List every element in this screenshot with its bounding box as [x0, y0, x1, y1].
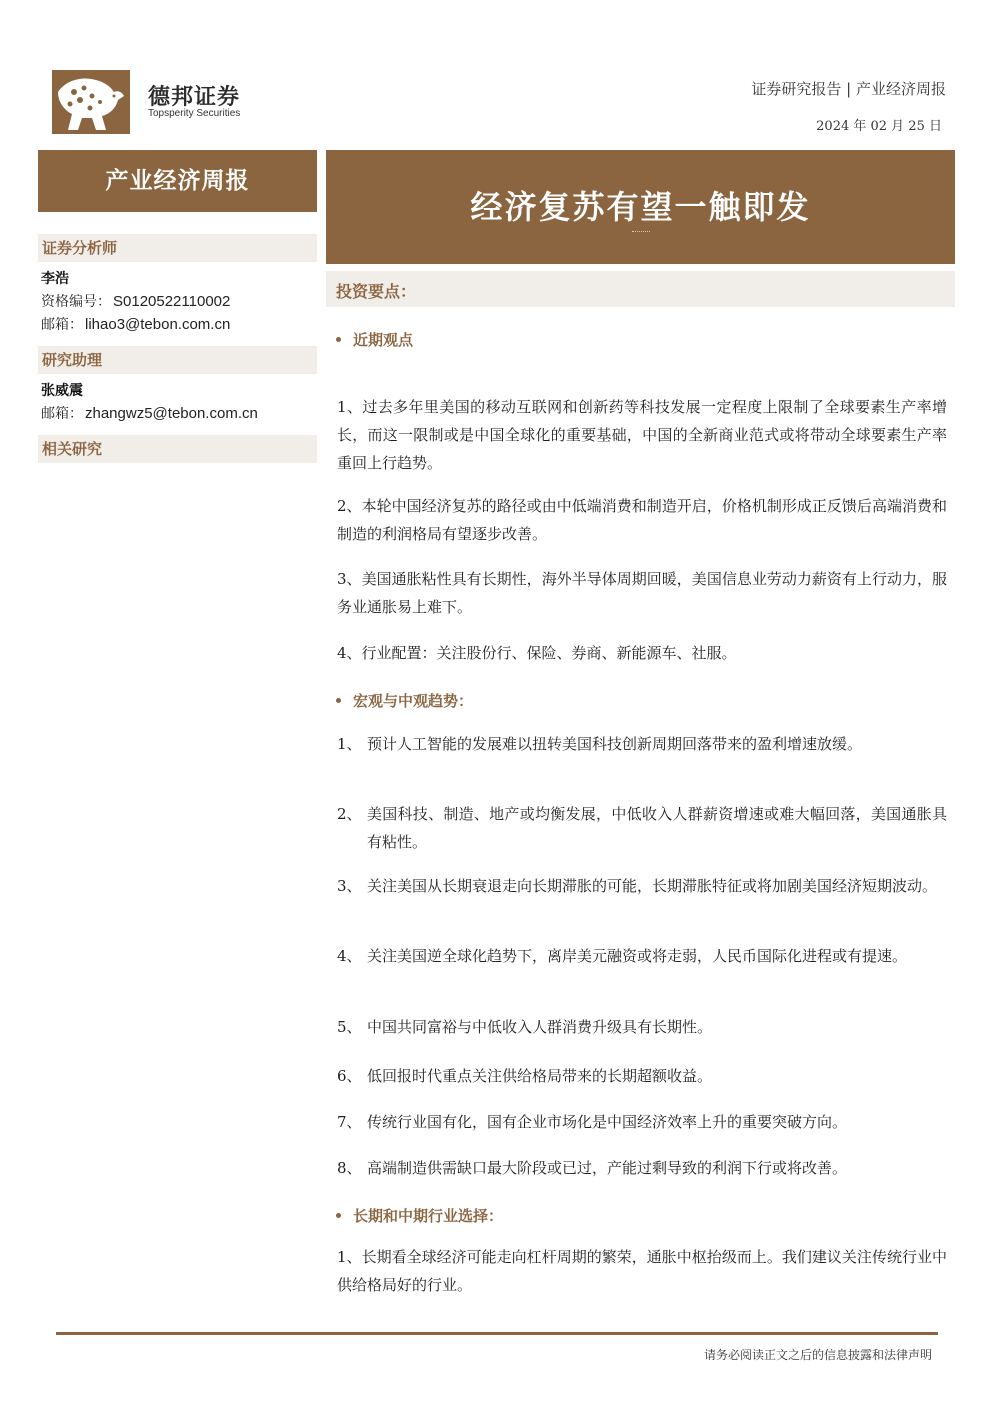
list-item-text: 高端制造供需缺口最大阶段或已过，产能过剩导致的利润下行或将改善。: [367, 1159, 848, 1177]
report-title: [326, 150, 955, 264]
list-item-text: 预计人工智能的发展难以扭转美国科技创新周期回落带来的盈利增速放缓。: [367, 735, 863, 753]
paragraph: 2、本轮中国经济复苏的路径或由中低端消费和制造开启，价格机制形成正反馈后高端消费和制造的利润格局有望逐步改善。: [337, 497, 947, 543]
investment-highlights-header: [326, 271, 955, 307]
list-item-number: 1、: [337, 735, 362, 753]
paragraph: 1、过去多年里美国的移动互联网和创新药等科技发展一定程度上限制了全球要素生产率增长，而这一限制或是中国全球化的重要基础，中国的全新商业范式或将带动全球要素生产率重回上行趋势。: [337, 398, 947, 472]
list-item: [337, 730, 947, 758]
list-item: [337, 1013, 947, 1041]
footer-divider: [56, 1332, 938, 1335]
list-item-text: 传统行业国有化，国有企业市场化是中国经济效率上升的重要突破方向。: [367, 1113, 848, 1131]
list-item: [337, 1108, 947, 1136]
analyst-email-label: 邮箱：: [41, 317, 83, 333]
list-item-number: 6、: [337, 1067, 362, 1085]
list-item-number: 4、: [337, 947, 362, 965]
list-item-number: 3、: [337, 877, 362, 895]
assistant-section-header: 研究助理: [38, 346, 317, 374]
assistant-name: 张威震: [41, 383, 83, 399]
section-heading-industry-selection: 长期和中期行业选择：: [336, 1205, 503, 1226]
title-divider: [632, 231, 650, 232]
paragraph: 1、长期看全球经济可能走向杠杆周期的繁荣，通胀中枢抬级而上。我们建议关注传统行业中供给格局好的行业。: [337, 1248, 947, 1294]
assistant-email[interactable]: zhangwz5@tebon.com.cn: [85, 405, 258, 422]
footer-disclaimer: 请务必阅读正文之后的信息披露和法律声明: [703, 1348, 932, 1362]
report-title-text: 经济复苏有望一触即发: [470, 188, 811, 226]
list-item-number: 2、: [337, 805, 362, 823]
company-name-en: Topsperity Securities: [148, 108, 241, 119]
list-item: [337, 1062, 947, 1090]
list-item-text: 美国科技、制造、地产或均衡发展，中低收入人群薪资增速或难大幅回落，美国通胀具有粘性。: [367, 805, 947, 851]
analyst-cert-label: 资格编号：: [41, 294, 111, 310]
list-item-number: 5、: [337, 1018, 362, 1036]
report-date: 2024 年 02 月 25 日: [816, 119, 942, 134]
investment-highlights-label: 投资要点：: [336, 282, 417, 301]
sidebar: [38, 150, 317, 463]
list-item: [337, 872, 947, 900]
analyst-cert-line: [38, 288, 317, 311]
list-item: [337, 942, 947, 970]
analyst-section-header: 证券分析师: [38, 234, 317, 262]
list-item: [337, 800, 947, 856]
list-item-text: 关注美国从长期衰退走向长期滞胀的可能，长期滞胀特征或将加剧美国经济短期波动。: [367, 877, 938, 895]
assistant-email-line: [38, 400, 317, 423]
company-logo: [52, 70, 252, 134]
list-item-text: 关注美国逆全球化趋势下，离岸美元融资或将走弱，人民币国际化进程或有提速。: [367, 947, 908, 965]
report-type: 证券研究报告 | 产业经济周报: [751, 80, 946, 98]
section-heading-macro-trends: 宏观与中观趋势：: [336, 690, 473, 711]
list-item-text: 中国共同富裕与中低收入人群消费升级具有长期性。: [367, 1018, 713, 1036]
leopard-logo-icon: [52, 70, 130, 134]
analyst-email-line: [38, 311, 317, 334]
list-item: [337, 1154, 947, 1182]
assistant-email-label: 邮箱：: [41, 406, 83, 422]
list-item-number: 7、: [337, 1113, 362, 1131]
analyst-name: 李浩: [41, 271, 69, 287]
list-item-number: 8、: [337, 1159, 362, 1177]
company-name-cn: 德邦证券: [148, 85, 241, 110]
section-heading-recent-views: 近期观点: [336, 329, 413, 350]
sidebar-title: 产业经济周报: [38, 150, 317, 212]
list-item-text: 低回报时代重点关注供给格局带来的长期超额收益。: [367, 1067, 713, 1085]
analyst-email[interactable]: lihao3@tebon.com.cn: [85, 316, 231, 333]
analyst-cert-number: S0120522110002: [113, 293, 231, 310]
paragraph: 3、美国通胀粘性具有长期性，海外半导体周期回暖，美国信息业劳动力薪资有上行动力，服务业通胀易上难下。: [337, 570, 947, 616]
related-research-header: 相关研究: [38, 435, 317, 463]
paragraph: 4、行业配置：关注股份行、保险、券商、新能源车、社服。: [337, 644, 737, 662]
